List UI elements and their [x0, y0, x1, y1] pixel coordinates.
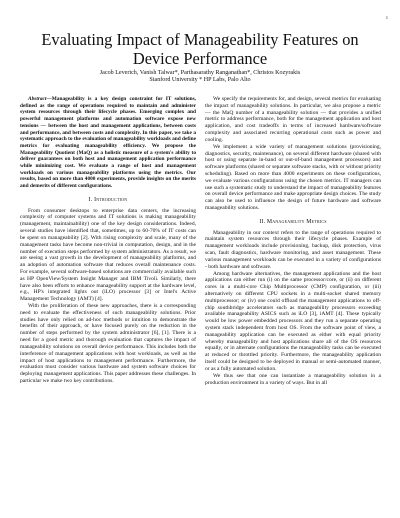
body-paragraph: We specify the requirements for, and design, several metrics for evaluating the impact of manageability solutions. In particular, we also propose a metric — the MaQ number of a manageability solution — that provides a unified metric to address performance, both for the management application and host application, and cost tradeoffs in terms of increased hardware/software complexity and associated recurring operational costs such as power and cooling.: [205, 96, 381, 143]
author-affiliation: Stanford University * HP Labs, Palo Alto: [149, 77, 251, 84]
paper-title: Evaluating Impact of Manageability Features on Device Performance: [41, 30, 359, 68]
body-paragraph: We thus see that one can instantiate a manageability solution in a production environment in a variety of ways. But in all: [205, 372, 381, 386]
author-names: Jacob Leverich, Vanish Talwar*, Parthasarathy Ranganathan*, Christos Kozyrakis: [99, 70, 301, 76]
section-heading-introduction: I. Introduction: [88, 196, 128, 203]
section-heading-manageability-metrics: II. Manageability Metrics: [259, 218, 327, 225]
left-column: [20, 96, 196, 385]
abstract-text: —Manageability is a key design constraint for IT solutions, defined as the range of operations required to maintain and administer system resources through their lifecycle phases. Emerging complex and powerful management platforms and automation software expose new tensions — between the host and management applications, between costs and performance, and between costs and complexity. In this paper, we take a systematic approach to the evaluation of manageability workloads and define metrics for evaluating manageability efficiency. We propose the Manageability Quotient (MaQ) as a holistic measure of a system's ability to deliver guarantees on both host and management application performance while minimizing cost. We evaluate a range of host and management workloads on various manageability platforms using the metrics. Our results, based on more than 4000 experiments, provide insights on the merits and demerits of different configurations.: [20, 96, 196, 190]
body-paragraph: Among hardware alternatives, the management applications and the host applications can either run (i) on the same processor/core, or (ii) on different cores in a multi-core Chip Multiprocessor (CMP) configuration, or (iii) alternatively on different CPU sockets in a multi-socket shared memory multiprocessor; or (iv) one could offload the management applications to off-chip southbridge accelerators such as manageability processors exceeding available manageability ASICS such as iLO [3], iAMT [4]. These typically would be low power embedded processors and they run a separate operating system stack independent from host OS. From the software point of view, a manageability application can be executed as either with equal priority whereby manageability and host applications share all of the OS resources equally, or in alternate configurations the manageability tasks can be executed at reduced or throttled priority. Furthermore, the manageability application itself could be designed to be deployed in manual or semi-automated manner, or as a fully automated solution.: [205, 270, 381, 372]
author-block: [20, 70, 380, 85]
body-paragraph: From consumer desktops to enterprise data centers, the increasing complexity of computer systems and IT solutions is making manageability (management, maintainability) one of the key design considerations. Indeed, several studies have identified that, sometimes, up to 60-70% of IT costs can be spent on manageability [2]. With rising complexity and scale, many of the management tasks have become non-trivial in computation, design, and in the number of execution steps performed by system administrators. As a result, we are seeing a vast growth in the development of manageability platforms, and an adoption of automation software that reduces overall maintenance costs. For example, several software-based solutions are commercially available such as HP OpenView/System Insight Manager and IBM Tivoli. Similarly, there have also been efforts to enhance manageability support at the hardware level, e.g., HP's integrated lights out (iLO) processor [3] or Intel's Active Management Technology (AMT) [4].: [20, 207, 196, 303]
abstract-lead: Abstract: [28, 96, 47, 102]
abstract: [20, 96, 196, 190]
body-paragraph: We implement a wide variety of management solutions (provisioning, diagnostics, security, maintenance), on several different hardware (shared with host or using separate in-band or out-of-band management processors) and software platforms (shared or separate software stacks, with or without priority scheduling). Based on more than 4000 experiments on these configurations, we evaluate various configurations using the chosen metrics. IT managers can use such a systematic study to understand the impact of manageability features on overall device performance and make appropriate design choices. The study can also be used to influence the design of future hardware and software manageability solutions.: [205, 143, 381, 211]
page-number: 1: [385, 15, 388, 20]
body-paragraph: With the proliferation of these new approaches, there is a corresponding need to evaluate the effectiveness of such manageability solutions. Prior studies have only relied on ad-hoc methods or intuition to demonstrate the benefits of their approach, or have focused purely on the reduction in the number of steps performed by the system administrator [6], [1]. There is a need for a good metric and thorough evaluation that captures the impact of manageability solutions on overall device performance. This includes both the interference of management applications with host workloads, as well as the impact of host applications to management performance. Furthermore, the evaluation must consider various hardware and system software choices for deploying management applications. This paper addresses these challenges. In particular we make two key contributions.: [20, 303, 196, 384]
right-column: [205, 96, 381, 386]
body-paragraph: Manageability in our context refers to the range of operations required to maintain system resources through their lifecycle phases. Example of management workloads include provisioning, backup, disk protection, virus scan, fault diagnostics, hardware monitoring, and asset management. These various management workloads can be executed in a variety of configurations - both hardware and software.: [205, 229, 381, 270]
